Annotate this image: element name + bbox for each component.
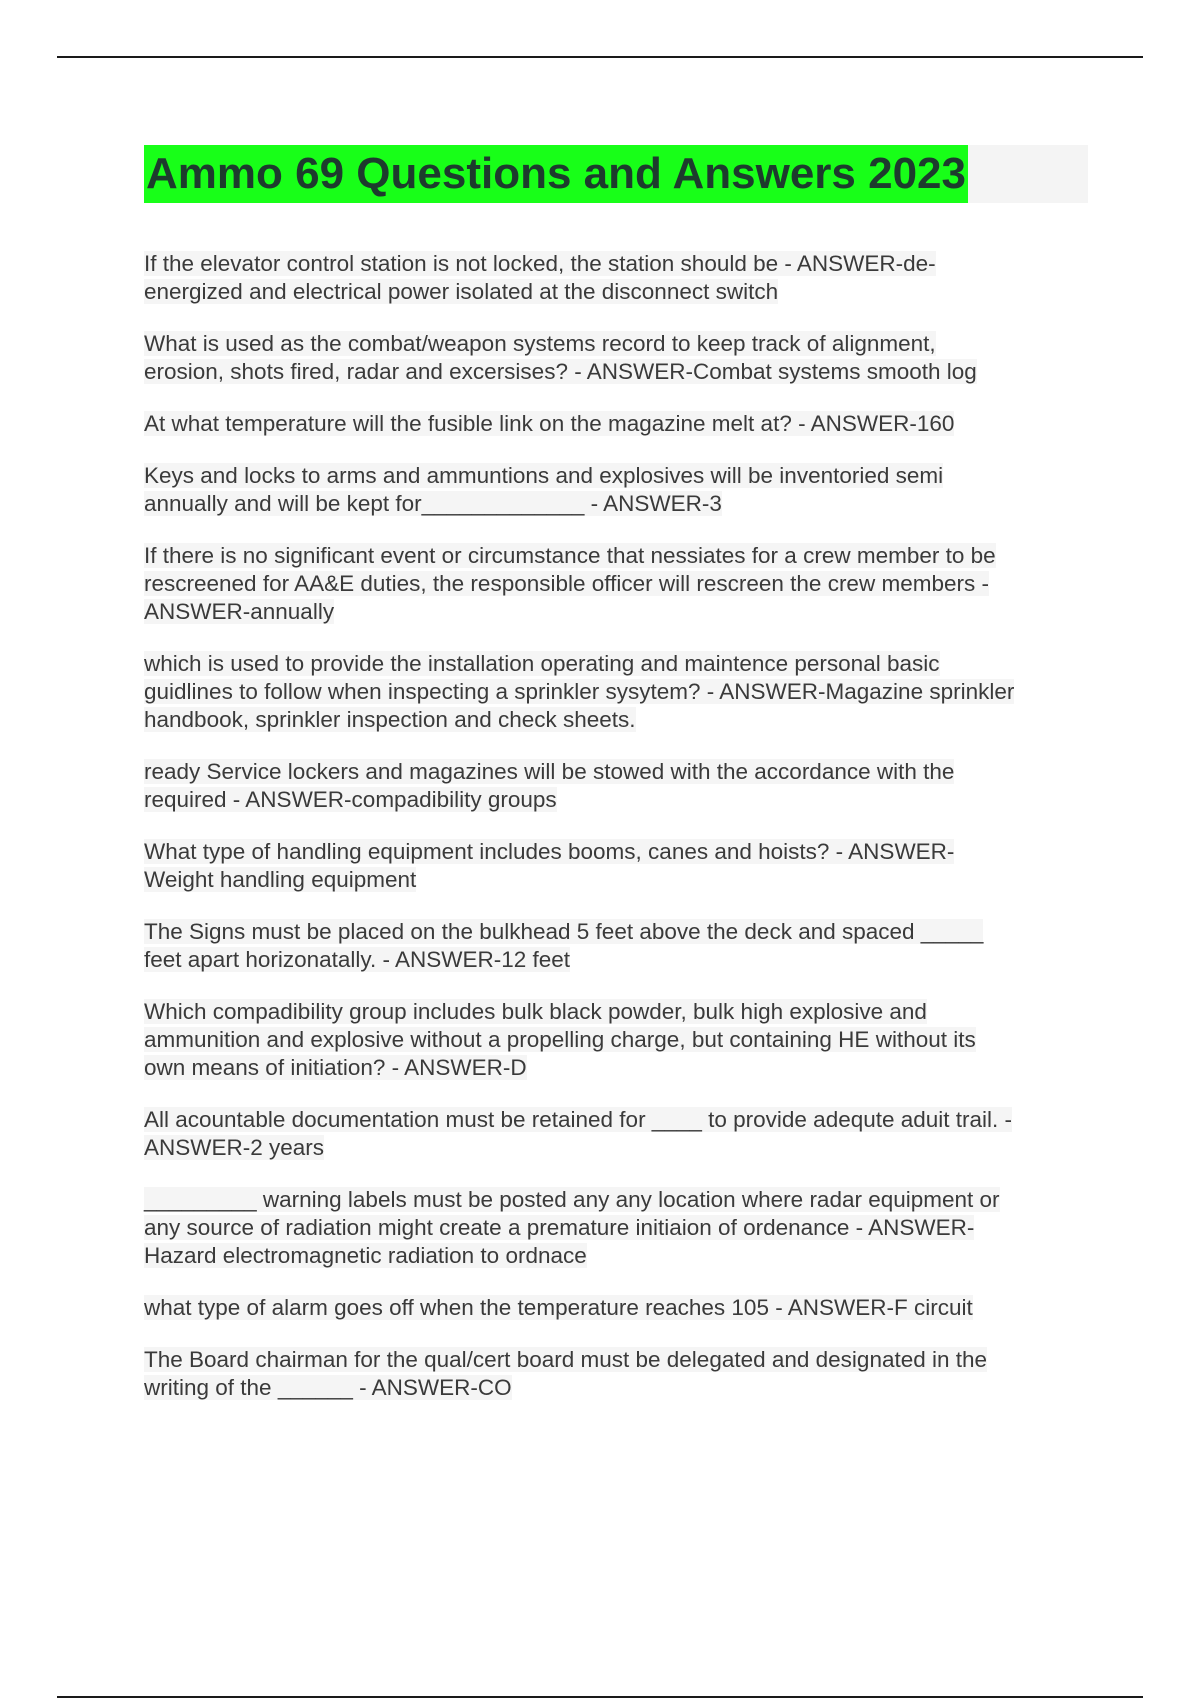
qa-line-text: If there is no significant event or circumstance that nessiates for a crew member to be <box>144 543 996 568</box>
qa-line <box>144 1374 1094 1402</box>
bottom-rule <box>57 1696 1143 1698</box>
qa-line <box>144 278 1094 306</box>
qa-line <box>144 1054 1094 1082</box>
qa-line <box>144 1214 1094 1242</box>
qa-line-text: required - ANSWER-compadibility groups <box>144 787 557 812</box>
qa-line <box>144 542 1094 570</box>
qa-line <box>144 1026 1094 1054</box>
qa-line <box>144 838 1094 866</box>
qa-line <box>144 866 1094 894</box>
qa-item <box>144 1186 1094 1270</box>
qa-item <box>144 542 1094 626</box>
qa-line-text: which is used to provide the installation operating and maintence personal basic <box>144 651 940 676</box>
qa-item <box>144 250 1094 306</box>
qa-line <box>144 678 1094 706</box>
qa-line <box>144 1242 1094 1270</box>
qa-line-text: Keys and locks to arms and ammuntions and explosives will be inventoried semi <box>144 463 944 488</box>
qa-line-text: own means of initiation? - ANSWER-D <box>144 1055 527 1080</box>
qa-line <box>144 706 1094 734</box>
qa-line <box>144 650 1094 678</box>
qa-item <box>144 998 1094 1082</box>
qa-line <box>144 490 1094 518</box>
qa-line-text: ammunition and explosive without a propelling charge, but containing HE without its <box>144 1027 976 1052</box>
qa-line-text: writing of the ______ - ANSWER-CO <box>144 1375 512 1400</box>
qa-line <box>144 786 1094 814</box>
qa-line-text: The Board chairman for the qual/cert board must be delegated and designated in the <box>144 1347 988 1372</box>
qa-line <box>144 1106 1094 1134</box>
qa-line-text: What is used as the combat/weapon systems record to keep track of alignment, <box>144 331 936 356</box>
qa-line <box>144 1294 1094 1322</box>
qa-line-text: feet apart horizonatally. - ANSWER-12 feet <box>144 947 571 972</box>
qa-line-text: Weight handling equipment <box>144 867 417 892</box>
qa-line <box>144 358 1094 386</box>
qa-line-text: ANSWER-2 years <box>144 1135 325 1160</box>
top-rule <box>57 56 1143 58</box>
qa-line-text: energized and electrical power isolated at the disconnect switch <box>144 279 779 304</box>
qa-line-text: Which compadibility group includes bulk black powder, bulk high explosive and <box>144 999 927 1024</box>
qa-line-text: erosion, shots fired, radar and excersises? - ANSWER-Combat systems smooth log <box>144 359 977 384</box>
qa-line-text: annually and will be kept for_____________ - ANSWER-3 <box>144 491 722 516</box>
qa-line-text: What type of handling equipment includes booms, canes and hoists? - ANSWER- <box>144 839 955 864</box>
qa-line-text: Hazard electromagnetic radiation to ordnace <box>144 1243 587 1268</box>
qa-line <box>144 946 1094 974</box>
qa-item <box>144 1346 1094 1402</box>
qa-line <box>144 598 1094 626</box>
title-band <box>144 145 1088 203</box>
qa-line <box>144 570 1094 598</box>
qa-item <box>144 410 1094 438</box>
qa-line <box>144 250 1094 278</box>
qa-line <box>144 918 1094 946</box>
qa-line <box>144 758 1094 786</box>
qa-item <box>144 838 1094 894</box>
qa-line <box>144 1186 1094 1214</box>
qa-line-text: ANSWER-annually <box>144 599 335 624</box>
qa-line <box>144 410 1094 438</box>
qa-line-text: handbook, sprinkler inspection and check sheets. <box>144 707 636 732</box>
qa-line-text: any source of radiation might create a premature initiaion of ordenance - ANSWER- <box>144 1215 975 1240</box>
qa-line-text: rescreened for AA&E duties, the responsible officer will rescreen the crew members - <box>144 571 989 596</box>
qa-line-text: what type of alarm goes off when the temperature reaches 105 - ANSWER-F circuit <box>144 1295 973 1320</box>
qa-item <box>144 918 1094 974</box>
qa-line <box>144 998 1094 1026</box>
qa-line-text: At what temperature will the fusible link on the magazine melt at? - ANSWER-160 <box>144 411 955 436</box>
qa-item <box>144 1294 1094 1322</box>
qa-item <box>144 330 1094 386</box>
qa-line <box>144 1346 1094 1374</box>
qa-line-text: The Signs must be placed on the bulkhead 5 feet above the deck and spaced _____ <box>144 919 984 944</box>
qa-line <box>144 1134 1094 1162</box>
qa-item <box>144 650 1094 734</box>
qa-line-text: If the elevator control station is not locked, the station should be - ANSWER-de- <box>144 251 936 276</box>
qa-list <box>144 226 1094 1402</box>
qa-line-text: All acountable documentation must be retained for ____ to provide adequte aduit trail. - <box>144 1107 1013 1132</box>
qa-line-text: guidlines to follow when inspecting a sprinkler sysytem? - ANSWER-Magazine sprinkler <box>144 679 1015 704</box>
qa-line <box>144 330 1094 358</box>
qa-line-text: ready Service lockers and magazines will be stowed with the accordance with the <box>144 759 955 784</box>
qa-item <box>144 1106 1094 1162</box>
qa-line-text: _________ warning labels must be posted any any location where radar equipment or <box>144 1187 1000 1212</box>
qa-item <box>144 758 1094 814</box>
qa-line <box>144 462 1094 490</box>
qa-item <box>144 462 1094 518</box>
document-title: Ammo 69 Questions and Answers 2023 <box>144 145 968 203</box>
